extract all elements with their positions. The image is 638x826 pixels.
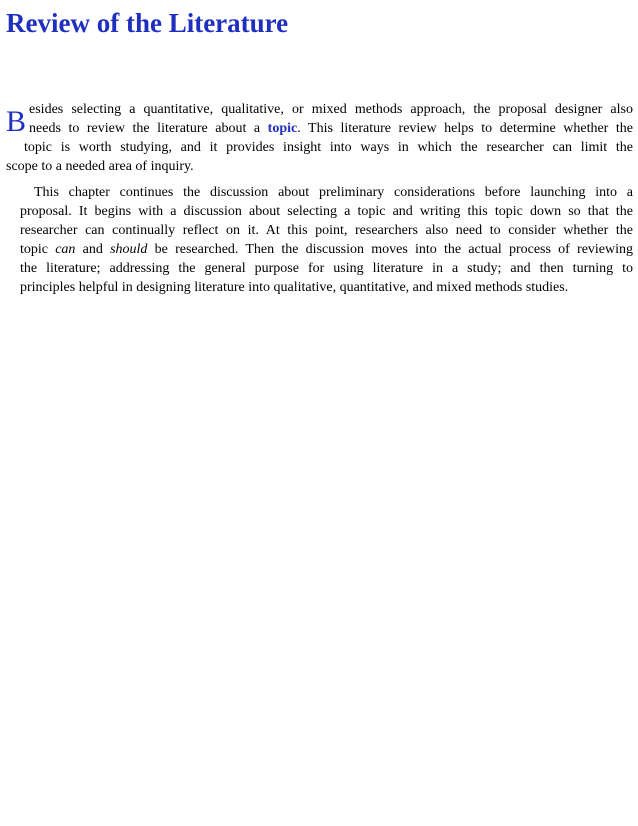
text-run: and <box>75 242 111 257</box>
keyword-topic: topic <box>267 121 298 136</box>
paragraph-line: esides selecting a quantitative, qualitative, or mixed methods approach, the proposal designer also <box>29 102 633 117</box>
paragraph-line: proposal. It begins with a discussion about selecting a topic and writing this topic down so that the <box>20 204 633 219</box>
paragraph-line: This chapter continues the discussion about preliminary considerations before launching into a <box>34 185 633 200</box>
paragraph-line <box>6 240 633 259</box>
paragraph-line: topic is worth studying, and it provides insight into ways in which the researcher can limit the <box>24 140 633 155</box>
paragraph-line: researcher can continually reflect on it. At this point, researchers also need to consider whether the <box>20 223 633 238</box>
paragraph-line: scope to a needed area of inquiry. <box>6 159 194 174</box>
text-run: needs to review the literature about a <box>29 121 268 136</box>
emphasis-can: can <box>55 242 76 257</box>
chapter-overview-paragraph <box>6 183 633 297</box>
text-run: be researched. Then the discussion moves into the actual process of reviewing <box>147 242 634 257</box>
paragraph-line <box>6 119 633 138</box>
text-run: . This literature review helps to determine whether the <box>297 121 633 136</box>
emphasis-should: should <box>110 242 148 257</box>
intro-paragraph <box>6 100 633 176</box>
chapter-title: Review of the Literature <box>6 8 289 38</box>
paragraph-line: principles helpful in designing literature into qualitative, quantitative, and mixed methods studies. <box>20 280 569 295</box>
paragraph-line: the literature; addressing the general purpose for using literature in a study; and then turning to <box>20 261 633 276</box>
drop-cap: B <box>6 105 27 138</box>
text-run: topic <box>20 242 56 257</box>
